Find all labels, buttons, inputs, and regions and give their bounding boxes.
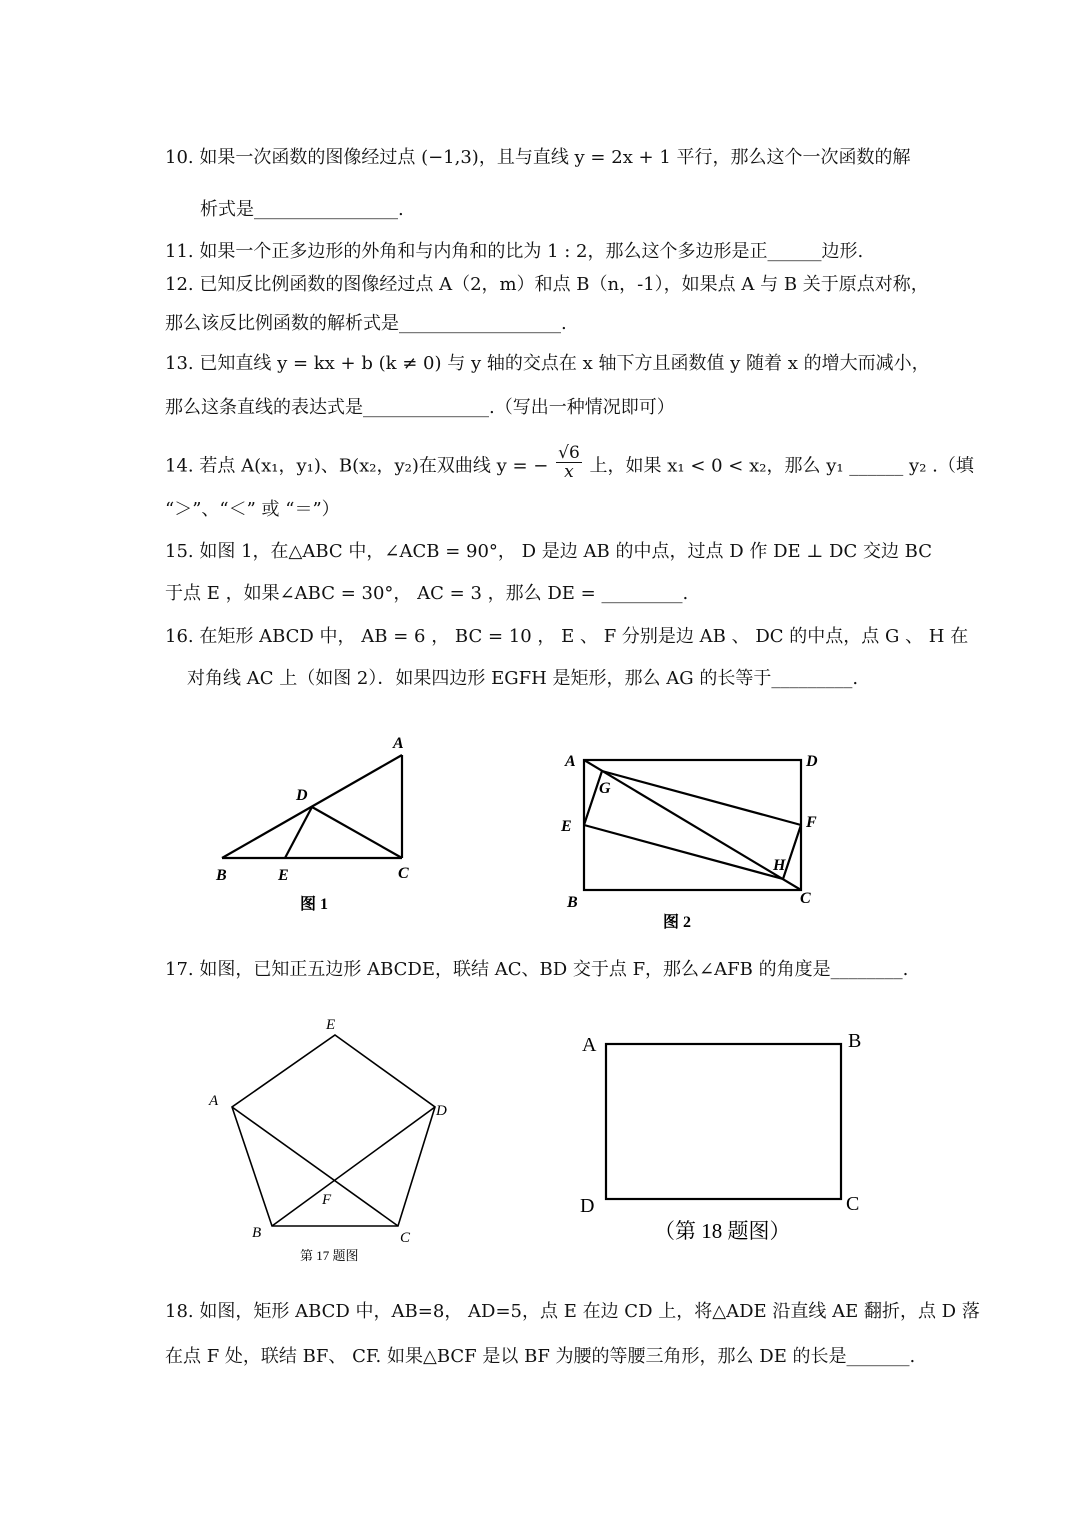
fig2-segment-fh (783, 825, 801, 879)
problem-17-line1: 17. 如图，已知正五边形 ABCDE，联结 AC、BD 交于点 F，那么∠AFB 的角度是________. (165, 959, 909, 980)
fig17-diagonal-ac (232, 1107, 398, 1226)
problem-14-line1 (165, 443, 974, 485)
fig17-label-b: B (252, 1225, 262, 1241)
fig17-label-d: D (436, 1103, 447, 1119)
figure-18 (570, 1020, 880, 1252)
problem-12-line2: 那么该反比例函数的解析式是__________________. (165, 313, 567, 334)
problem-16-line2: 对角线 AC 上（如图 2）．如果四边形 EGFH 是矩形，那么 AG 的长等于_________. (187, 668, 859, 689)
fig2-label-c: C (800, 890, 811, 907)
fig2-segment-gf (602, 771, 801, 825)
fig18-label-b: B (848, 1030, 862, 1052)
fig18-caption: （第 18 题图） (654, 1219, 791, 1243)
fig1-label-b: B (216, 867, 227, 884)
problem-13-line2: 那么这条直线的表达式是______________.（写出一种情况即可） (165, 397, 675, 418)
problem-18-line1: 18. 如图，矩形 ABCD 中，AB=8， AD=5，点 E 在边 CD 上，将△ADE 沿直线 AE 翻折，点 D 落 (165, 1301, 980, 1322)
problem-16-line1: 16. 在矩形 ABCD 中， AB = 6 ， BC = 10 ， E 、 F 分别是边 AB 、 DC 的中点，点 G 、 H 在 (165, 626, 969, 647)
problem-12-line1: 12. 已知反比例函数的图像经过点 A（2，m）和点 B（n，-1），如果点 A 与 B 关于原点对称， (165, 274, 929, 295)
fig2-label-f: F (806, 814, 817, 831)
figure-17 (195, 1010, 465, 1270)
fig1-label-d: D (296, 787, 308, 804)
problem-15-line1: 15. 如图 1，在△ABC 中，∠ACB = 90°， D 是边 AB 的中点，过点 D 作 DE ⊥ DC 交边 BC (165, 541, 932, 562)
figure-2 (555, 745, 835, 940)
fig17-label-c: C (400, 1230, 411, 1246)
problem-13-line1: 13. 已知直线 y = kx + b (k ≠ 0) 与 y 轴的交点在 x 轴下方且函数值 y 随着 x 的增大而减小， (165, 353, 930, 374)
fig2-label-e: E (561, 818, 572, 835)
problem-15-line2: 于点 E ，如果∠ABC = 30°， AC = 3 ，那么 DE = _________. (165, 583, 689, 604)
fig2-label-h: H (773, 857, 786, 874)
fig17-pentagon-abcde (232, 1035, 435, 1226)
problem-14-text-a: 14. 若点 A(x₁，y₁)、B(x₂，y₂)在双曲线 y = − (165, 455, 549, 477)
fraction-denominator: x (564, 462, 574, 482)
fig17-label-f: F (322, 1192, 332, 1208)
fig2-label-b: B (567, 894, 578, 911)
fig18-label-d: D (580, 1195, 595, 1217)
fig17-diagonal-bd (272, 1107, 435, 1226)
fig18-label-c: C (846, 1193, 860, 1215)
fig1-label-c: C (398, 865, 409, 882)
fig1-label-a: A (393, 735, 404, 752)
fig18-rectangle-abcd (606, 1044, 841, 1199)
fig1-segment-dc (312, 807, 402, 858)
fraction-numerator: √6 (558, 443, 580, 463)
figure-1 (200, 728, 440, 928)
problem-11-line1: 11. 如果一个正多边形的外角和与内角和的比为 1 : 2，那么这个多边形是正______边形. (165, 241, 864, 262)
fig2-caption: 图 2 (663, 914, 692, 931)
fig17-label-e: E (326, 1017, 336, 1033)
problem-14-line2: “＞”、“＜” 或 “＝”） (165, 499, 340, 520)
fig1-label-e: E (278, 867, 289, 884)
problem-14-fraction (556, 444, 582, 481)
fig2-label-a: A (565, 753, 576, 770)
fig1-caption: 图 1 (300, 896, 329, 913)
problem-10-line2: 析式是________________. (200, 199, 404, 220)
fig2-label-d: D (806, 753, 818, 770)
fig2-segment-he (584, 825, 783, 879)
fig2-label-g: G (599, 780, 611, 797)
fig2-diagonal-ac (584, 760, 801, 890)
problem-10-line1: 10. 如果一次函数的图像经过点 (−1,3)，且与直线 y = 2x + 1 平行，那么这个一次函数的解 (165, 147, 911, 168)
fig17-label-a: A (209, 1093, 219, 1109)
problem-18-line2: 在点 F 处，联结 BF、 CF. 如果△BCF 是以 BF 为腰的等腰三角形，那么 DE 的长是_______. (165, 1346, 916, 1367)
fig18-label-a: A (582, 1034, 597, 1056)
problem-14-text-b: 上，如果 x₁ < 0 < x₂，那么 y₁ ______ y₂ .（填 (589, 455, 974, 477)
fig17-caption: 第 17 题图 (300, 1248, 359, 1263)
